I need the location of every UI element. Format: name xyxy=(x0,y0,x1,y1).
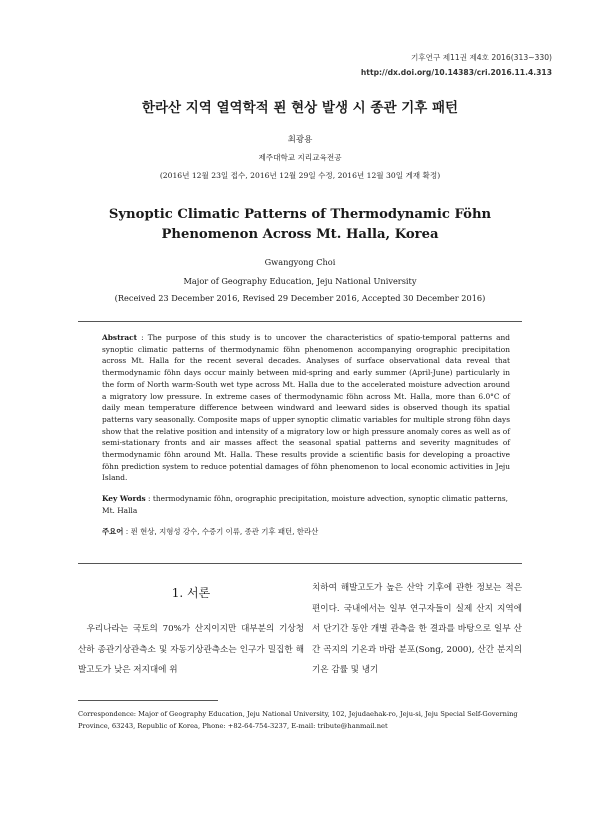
korean-dates: (2016년 12월 23일 접수, 2016년 12월 29일 수정, 2016년 12월 30일 게재 확정) xyxy=(159,171,441,180)
abstract-bottom-rule xyxy=(78,563,522,564)
body-text-right-column: 치하여 해발고도가 높은 산악 기후에 관한 정보는 적은 편이다. 국내에서는 일부 연구자들이 실제 산지 지역에서 단기간 동안 개별 관측을 한 결과를 바탕으로 일부 산간 곡지의 기온과 바람 분포(Song, 2000), 산간 분지의 기온 감률 및 냉기 xyxy=(312,583,522,676)
korean-keywords xyxy=(102,526,510,537)
correspondence-footnote: Correspondence: Major of Geography Education, Jeju National University, 102, Jejudaehak-ro, Jeju-si, Jeju Special Self-Governing Province, 63243, Republic of Korea, Phone: +82-64-754-3237, E-mail: tribute@hanmail.net xyxy=(78,710,518,730)
journal-header xyxy=(361,50,552,80)
korean-affiliation: 제주대학교 지리교육전공 xyxy=(258,153,342,162)
keywords-text: : thermodynamic föhn, orographic precipitation, moisture advection, synoptic climatic patterns, Mt. Halla xyxy=(102,494,508,515)
journal-citation: 기후연구 제11권 제4호 2016(313~330) xyxy=(410,53,552,62)
korean-title: 한라산 지역 열역학적 푄 현상 발생 시 종관 기후 패턴 xyxy=(141,100,459,116)
english-affiliation: Major of Geography Education, Jeju National University xyxy=(183,276,417,286)
doi-link[interactable]: http://dx.doi.org/10.14383/cri.2016.11.4.313 xyxy=(360,68,552,77)
body-text-left-column: 우리나라는 국토의 70%가 산지이지만 대부분의 기상청 산하 종관기상관측소 및 자동기상관측소는 인구가 밀집한 해발고도가 낮은 저지대에 위 xyxy=(78,624,304,676)
english-title: Synoptic Climatic Patterns of Thermodynamic Föhn Phenomenon Across Mt. Halla, Korea xyxy=(108,207,492,242)
keywords-label: Key Words xyxy=(102,494,146,503)
keywords xyxy=(102,493,510,516)
abstract-label: Abstract xyxy=(102,333,138,342)
korean-keywords-label: 주요어 xyxy=(102,527,124,536)
korean-keywords-text: : 푄 현상, 지형성 강수, 수증기 이류, 종관 기후 패턴, 한라산 xyxy=(123,527,319,536)
korean-author: 최광용 xyxy=(287,135,313,145)
abstract-top-rule xyxy=(78,321,522,322)
english-author: Gwangyong Choi xyxy=(264,257,336,267)
abstract xyxy=(102,332,510,484)
english-dates: (Received 23 December 2016, Revised 29 December 2016, Accepted 30 December 2016) xyxy=(114,293,486,303)
section-heading: 1. 서론 xyxy=(171,586,211,600)
footnote-rule xyxy=(78,700,218,701)
abstract-text: : The purpose of this study is to uncover the characteristics of spatio-temporal patterns and synoptic climatic patterns of thermodynamic föhn phenomenon accompanying orographic precipitation across Mt. Halla for the recent several decades. Analyses of surface observational data reveal that thermodynamic föhn days occur mainly between mid-spring and early summer (April-June) particularly in the form of North warm-South wet type across Mt. Halla due to the accelerated moisture advection around a migratory low pressure. In extreme cases of thermodynamic föhn across Mt. Halla, more than 6.0°C of daily mean temperature difference between windward and leeward sides is observed though its spatial patterns vary seasonally. Composite maps of upper synoptic climatic variables for multiple strong föhn days show that the relative position and intensity of a migratory low or high pressure anomaly cores as well as of semi-stationary fronts and air masses affect the seasonal spatial patterns and severity magnitudes of thermodynamic föhn around Mt. Halla. These results provide a scientific basis for developing a proactive föhn prediction system to reduce potential damages of föhn phenomenon to local economic activities in Jeju Island. xyxy=(102,333,510,483)
